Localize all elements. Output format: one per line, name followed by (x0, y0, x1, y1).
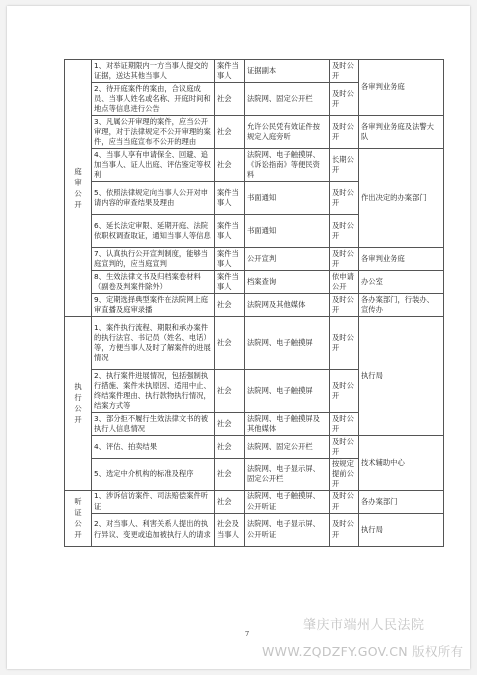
cell-method: 法院网、电子触摸屏 (245, 370, 330, 413)
cell-item: 2、待开庭案件的案由，合议庭成员、当事人姓名或名称、开庭时间和地点等信息进行公告 (92, 83, 215, 116)
cell-time: 及时公开 (330, 436, 359, 459)
cell-method: 法院网及其他媒体 (245, 294, 330, 317)
cell-department: 执行局 (359, 513, 444, 546)
cell-target: 社会 (215, 370, 245, 413)
cell-item: 3、凡属公开审理的案件，应当公开审理，对于法律规定不公开审理的案件，应当当庭宣布不公开的理由 (92, 116, 215, 149)
cell-time: 及时公开 (330, 248, 359, 271)
cell-method: 书面通知 (245, 182, 330, 215)
cell-target: 社会 (215, 459, 245, 491)
watermark-website: WWW.ZQDZFY.GOV.CN 版权所有 (262, 644, 464, 659)
table-body (65, 60, 444, 547)
table-row (65, 294, 444, 317)
cell-department: 各办案部门 (359, 490, 444, 513)
cell-target: 社会 (215, 149, 245, 182)
cell-method: 法院网、电子触摸屏、《诉讼指南》等便民资料 (245, 149, 330, 182)
cell-item: 3、部分拒不履行生效法律文书的被执行人信息情况 (92, 413, 215, 436)
cell-method: 书面通知 (245, 215, 330, 248)
cell-method: 法院网、电子触摸屏及其他媒体 (245, 413, 330, 436)
table-row (65, 149, 444, 182)
cell-time: 及时公开 (330, 182, 359, 215)
cell-method: 证据副本 (245, 60, 330, 83)
cell-department: 各审判业务庭 (359, 60, 444, 116)
cell-target: 案件当事人 (215, 60, 245, 83)
cell-item: 1、对举证期限内一方当事人提交的证据，送达其他当事人 (92, 60, 215, 83)
category-label: 听证公开 (74, 497, 82, 540)
category-label: 庭审公开 (74, 167, 82, 209)
table-row (65, 436, 444, 459)
category-court-hearing (65, 60, 92, 317)
cell-department: 执行局 (359, 317, 444, 436)
table-row (65, 317, 444, 370)
cell-department: 技术辅助中心 (359, 436, 444, 491)
cell-time: 及时公开 (330, 513, 359, 546)
cell-target: 社会 (215, 490, 245, 513)
category-hearing-disclosure (65, 490, 92, 546)
cell-item: 2、执行案件进展情况，包括强制执行措施、案件未执原因、适用中止、终结案件理由、执行款物执行情况，结案方式等 (92, 370, 215, 413)
cell-method: 法院网、电子触摸屏、公开听证 (245, 490, 330, 513)
cell-target: 社会 (215, 116, 245, 149)
table-row (65, 248, 444, 271)
disclosure-table (64, 59, 444, 547)
cell-department: 各办案部门，行装办、宣传办 (359, 294, 444, 317)
cell-time: 依申请公开 (330, 271, 359, 294)
cell-item: 7、认真执行公开宣判制度，能够当庭宣判的，应当庭宣判 (92, 248, 215, 271)
watermark-court-name: 肇庆市端州人民法院 (303, 618, 425, 633)
cell-department: 各审判业务庭及法警大队 (359, 116, 444, 149)
category-enforcement (65, 317, 92, 491)
cell-time: 长期公开 (330, 149, 359, 182)
cell-time: 及时公开 (330, 83, 359, 116)
cell-method: 允许公民凭有效证件按规定入庭旁听 (245, 116, 330, 149)
cell-target: 案件当事人 (215, 248, 245, 271)
cell-target: 社会 (215, 294, 245, 317)
cell-department: 作出决定的办案部门 (359, 149, 444, 248)
cell-method: 法院网、固定公开栏 (245, 436, 330, 459)
document-page (7, 6, 470, 669)
table-row (65, 60, 444, 83)
cell-time: 及时公开 (330, 490, 359, 513)
cell-time: 及时公开 (330, 413, 359, 436)
cell-item: 5、依照法律规定向当事人公开对申请内容的审查结果及理由 (92, 182, 215, 215)
cell-time: 及时公开 (330, 370, 359, 413)
category-label: 执行公开 (74, 382, 82, 425)
cell-time: 及时公开 (330, 116, 359, 149)
cell-department: 各审判业务庭 (359, 248, 444, 271)
cell-method: 法院网、固定公开栏 (245, 83, 330, 116)
cell-target: 案件当事人 (215, 271, 245, 294)
page-number: 7 (245, 630, 250, 638)
cell-method: 法院网、电子触摸屏 (245, 317, 330, 370)
cell-target: 社会 (215, 317, 245, 370)
cell-time: 及时公开 (330, 60, 359, 83)
cell-method: 公开宣判 (245, 248, 330, 271)
table-row (65, 513, 444, 546)
cell-target: 社会 (215, 413, 245, 436)
cell-item: 8、生效法律文书及归档案卷材料（副卷及判案件除外） (92, 271, 215, 294)
cell-item: 1、涉诉信访案件、司法赔偿案件听证 (92, 490, 215, 513)
cell-item: 5、选定中介机构的标准及程序 (92, 459, 215, 491)
cell-method: 法院网、电子显示屏、公开听证 (245, 513, 330, 546)
cell-item: 6、延长法定审限、延期开庭、法院依职权调查取证，通知当事人等信息 (92, 215, 215, 248)
cell-time: 按规定提前公开 (330, 459, 359, 491)
cell-item: 9、定期选择典型案件在法院网上庭审直播及庭审录播 (92, 294, 215, 317)
cell-target: 社会及当事人 (215, 513, 245, 546)
table-row (65, 490, 444, 513)
cell-method: 法院网、电子显示屏、固定公开栏 (245, 459, 330, 491)
cell-time: 及时公开 (330, 215, 359, 248)
cell-target: 案件当事人 (215, 215, 245, 248)
cell-target: 社会 (215, 83, 245, 116)
cell-item: 4、评估、拍卖结果 (92, 436, 215, 459)
cell-department: 办公室 (359, 271, 444, 294)
table-row (65, 116, 444, 149)
cell-time: 及时公开 (330, 294, 359, 317)
cell-method: 档案查询 (245, 271, 330, 294)
cell-item: 2、对当事人、利害关系人提出的执行异议、变更或追加被执行人的请求 (92, 513, 215, 546)
cell-item: 4、当事人享有申请保全、回避、追加当事人、证人出庭、评估鉴定等权利 (92, 149, 215, 182)
table-row (65, 271, 444, 294)
cell-target: 案件当事人 (215, 182, 245, 215)
cell-target: 社会 (215, 436, 245, 459)
cell-time: 及时公开 (330, 317, 359, 370)
cell-item: 1、案件执行流程、期限和承办案件的执行法官、书记员（姓名、电话）等，方便当事人及时了解案件的进展情况 (92, 317, 215, 370)
